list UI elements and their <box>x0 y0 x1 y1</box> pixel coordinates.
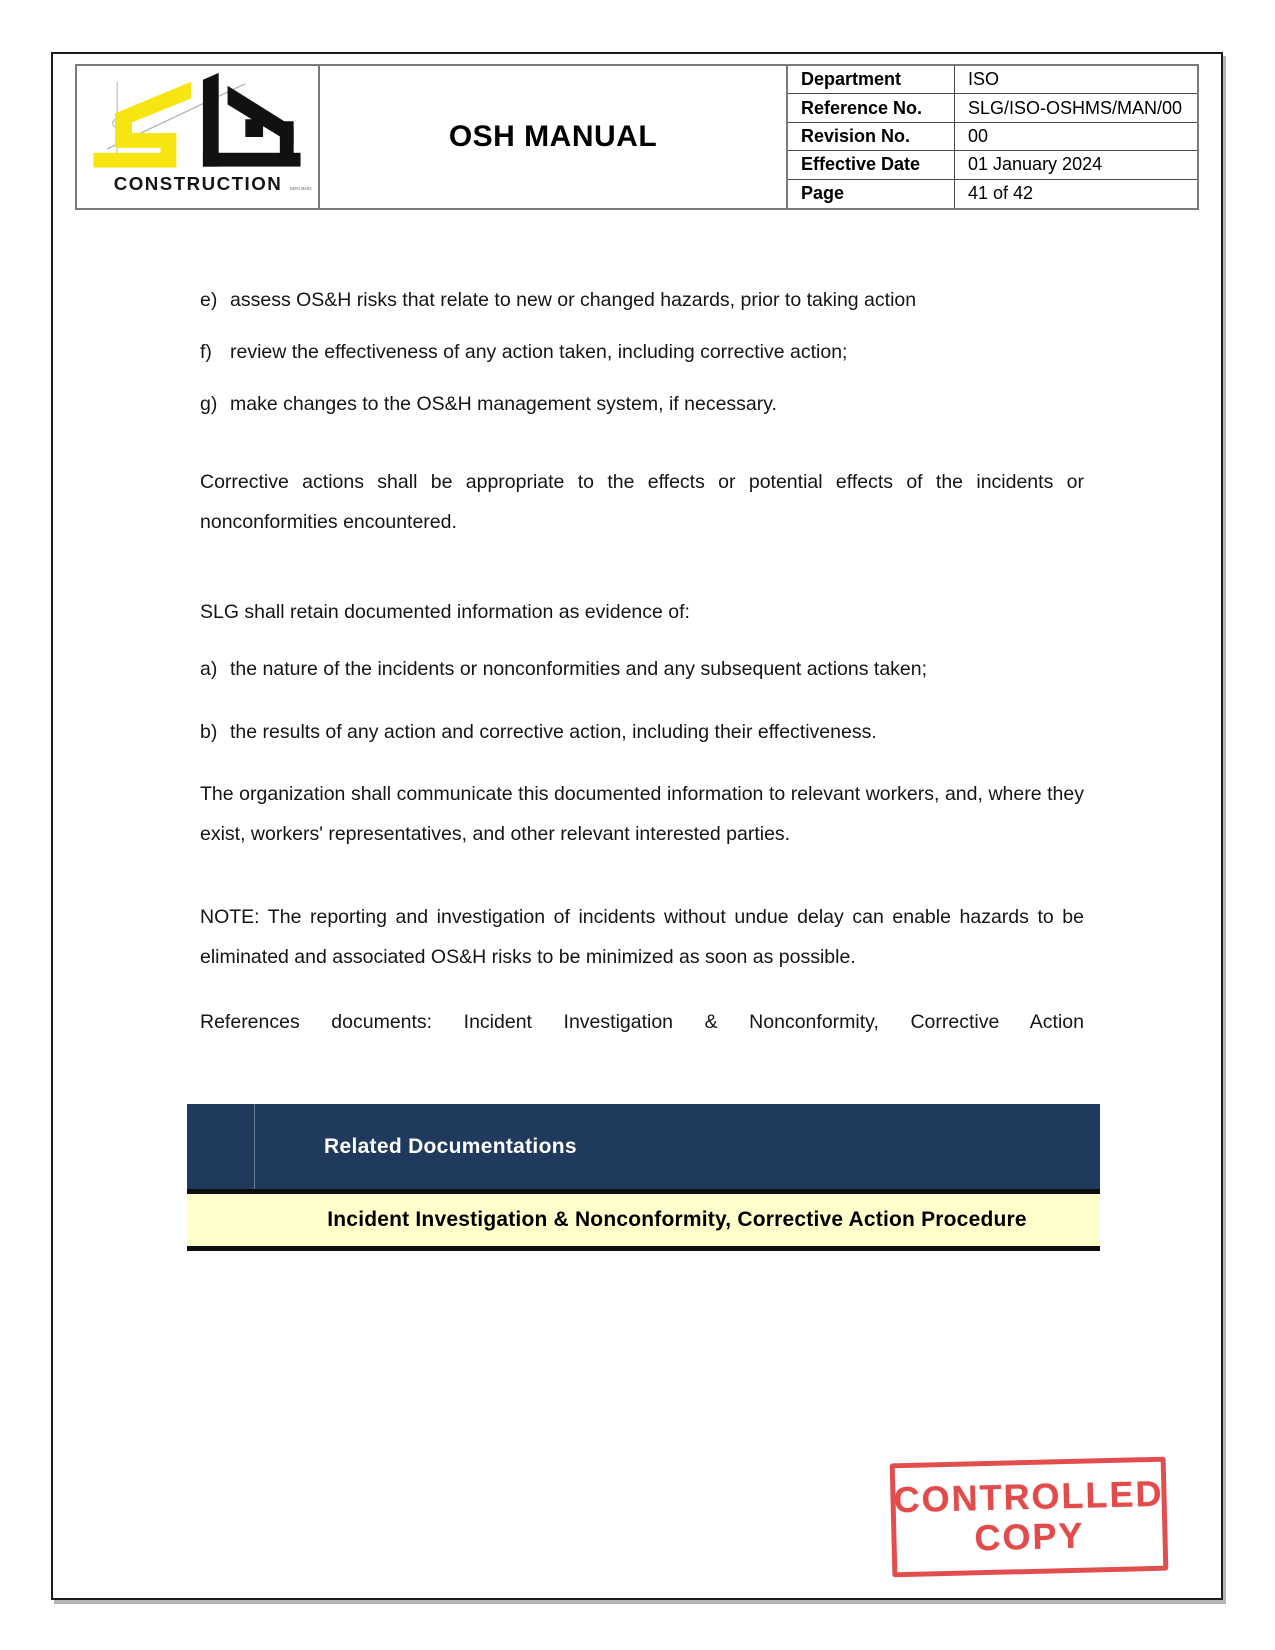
list-marker: e) <box>200 289 218 311</box>
paragraph-communicate: The organization shall communicate this documented information to relevant workers, and, where they exist, workers' representatives, and other relevant interested parties. <box>200 783 1084 845</box>
paragraph-corrective-actions: Corrective actions shall be appropriate to the effects or potential effects of the incidents or nonconformities encountered. <box>200 471 1084 533</box>
info-value: 01 January 2024 <box>955 151 1197 179</box>
logo-construction-label: CONSTRUCTION <box>113 173 283 195</box>
info-label: Revision No. <box>788 123 955 151</box>
header-table <box>75 64 1199 210</box>
list-item-e <box>200 280 1084 320</box>
related-docs-header <box>187 1104 1100 1194</box>
logo-suffix-label: SDN BHD <box>289 187 312 193</box>
info-value: SLG/ISO-OSHMS/MAN/00 <box>955 94 1197 122</box>
column-divider <box>254 1104 255 1189</box>
stamp-line-1: CONTROLLED <box>893 1472 1164 1521</box>
list-marker: a) <box>200 658 218 680</box>
list-item-text: make changes to the OS&H management system, if necessary. <box>230 393 777 415</box>
stamp-line-2: COPY <box>973 1514 1085 1559</box>
list-marker: g) <box>200 393 218 415</box>
list-item-text: the nature of the incidents or nonconformities and any subsequent actions taken; <box>230 658 928 680</box>
slg-logo-graphic <box>77 66 318 208</box>
paragraph-retain-information: SLG shall retain documented information as evidence of: <box>200 601 690 623</box>
logo-letters-lg <box>203 73 301 167</box>
logo-letter-s <box>93 82 191 168</box>
related-docs-header-text: Related Documentations <box>324 1134 577 1158</box>
company-logo <box>77 66 320 208</box>
list-item-b <box>200 712 1084 752</box>
info-label: Reference No. <box>788 94 955 122</box>
info-value: 41 of 42 <box>968 183 1034 204</box>
list-marker: b) <box>200 721 218 743</box>
document-page <box>51 52 1223 1600</box>
list-item-text: the results of any action and corrective action, including their effectiveness. <box>230 721 877 743</box>
references-line1: References documents: Incident Investigation & Nonconformity, Corrective Action <box>200 1011 1084 1033</box>
info-label: Page <box>788 180 955 208</box>
info-label: Department <box>788 66 955 94</box>
title-cell <box>320 66 788 208</box>
paragraph-note: NOTE: The reporting and investigation of incidents without undue delay can enable hazards to be eliminated and associated OS&H risks to be minimized as soon as possible. <box>200 906 1084 968</box>
info-value: ISO <box>955 66 1197 94</box>
info-label: Effective Date <box>788 151 955 179</box>
list-item-f <box>200 332 1084 372</box>
list-item-text: review the effectiveness of any action taken, including corrective action; <box>230 341 848 363</box>
list-marker: f) <box>200 341 212 363</box>
list-item-g <box>200 384 1084 424</box>
info-value: 00 <box>955 123 1197 151</box>
list-item-a <box>200 649 1084 689</box>
related-docs-row-text: Incident Investigation & Nonconformity, Corrective Action Procedure <box>327 1208 1027 1231</box>
list-item-text: assess OS&H risks that relate to new or changed hazards, prior to taking action <box>230 289 917 311</box>
related-docs-table <box>187 1104 1100 1251</box>
related-docs-row <box>187 1194 1100 1251</box>
manual-title: OSH MANUAL <box>448 120 658 153</box>
document-info-table <box>788 66 1197 208</box>
controlled-copy-stamp <box>890 1457 1169 1578</box>
